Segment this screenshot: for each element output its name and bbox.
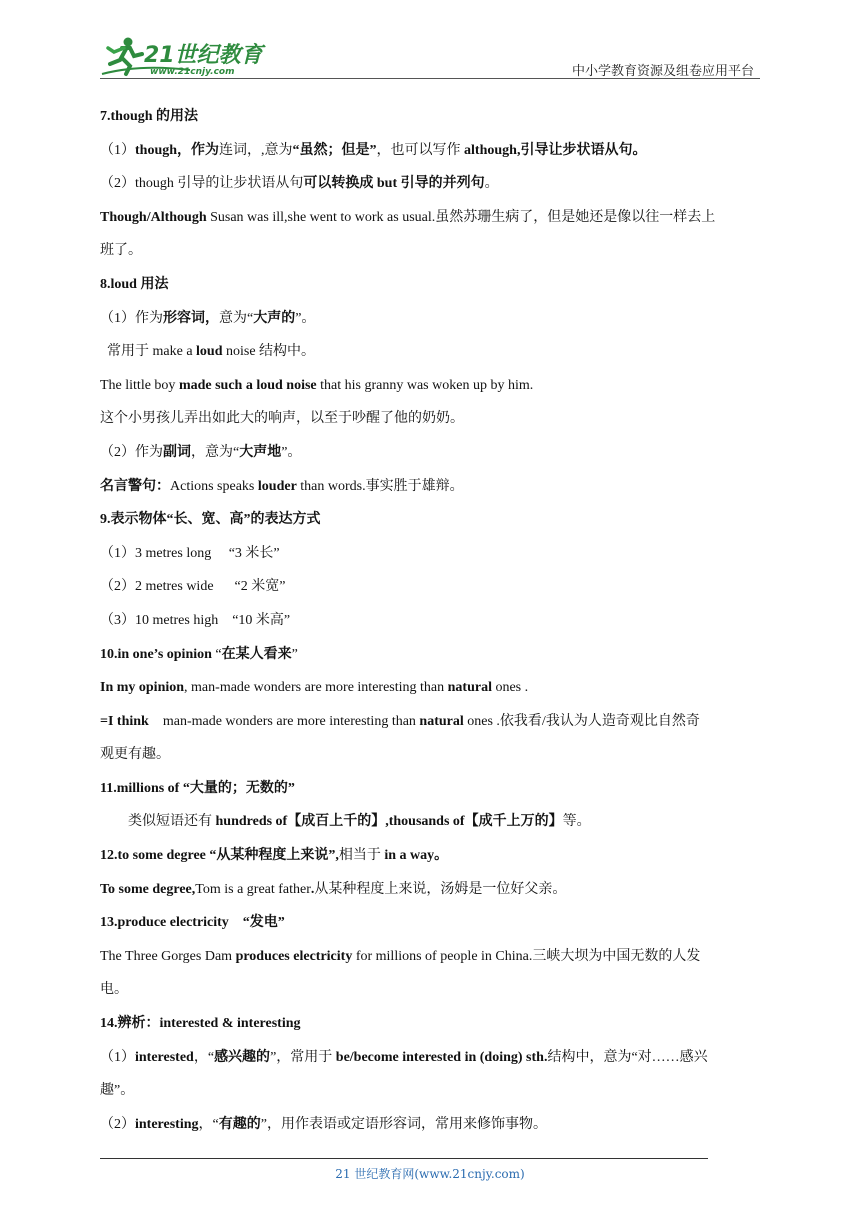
- text-line: [100, 906, 764, 940]
- text-segment: Tom is a great father: [195, 881, 311, 897]
- text-line: [100, 671, 764, 705]
- text-segment: ，意为“: [191, 444, 240, 460]
- text-segment: （1）3 metres long “3 米长”: [100, 545, 280, 561]
- text-line: [100, 234, 764, 268]
- header-divider: [100, 78, 760, 79]
- text-line: [100, 1074, 764, 1108]
- text-segment: noise 结构中。: [222, 344, 316, 360]
- text-segment: although,引导让步状语从句。: [464, 142, 647, 158]
- text-segment: hundreds of【成百上千的】,thousands of【成千上万的】: [215, 814, 563, 830]
- text-segment: made such a loud noise: [178, 377, 317, 393]
- text-segment: natural: [419, 713, 464, 729]
- page-header: [100, 30, 760, 80]
- text-segment: ”。: [295, 310, 316, 326]
- text-segment: in a way。: [384, 848, 449, 864]
- text-segment: The Three Gorges Dam: [100, 948, 236, 964]
- text-segment: 这个小男孩儿弄出如此大的响声，以至于吵醒了他的奶奶。: [100, 411, 464, 427]
- text-segment: 用法: [140, 276, 169, 292]
- text-line: [100, 570, 764, 604]
- text-segment: 结构中，意为“对……感兴: [547, 1049, 708, 1065]
- text-line: [100, 973, 764, 1007]
- text-line: [100, 638, 764, 672]
- text-segment: 14.辨析：interested & interesting: [100, 1016, 301, 1032]
- text-segment: （2）2 metres wide “2 米宽”: [100, 579, 286, 595]
- text-line: [100, 1041, 764, 1075]
- text-line: [100, 604, 764, 638]
- text-segment: ，“: [193, 1049, 215, 1065]
- text-segment: （2）: [100, 1116, 135, 1132]
- text-line: [100, 167, 764, 201]
- text-segment: interesting: [135, 1116, 199, 1132]
- text-line: [100, 134, 764, 168]
- text-segment: 常用于 make a: [100, 344, 197, 360]
- text-line: [100, 537, 764, 571]
- text-segment: .: [310, 881, 315, 897]
- text-segment: 类似短语还有: [100, 814, 216, 830]
- text-segment: ”，用作表语或定语形容词，常用来修饰事物。: [260, 1116, 547, 1132]
- text-line: [100, 839, 764, 873]
- text-segment: ones .: [491, 680, 529, 696]
- logo-url: www.21cnjy.com: [150, 67, 235, 77]
- text-segment: 等。: [562, 814, 591, 830]
- text-segment: 连词，,意为: [219, 142, 293, 158]
- text-segment: （2）though 引导的让步状语从句: [100, 176, 304, 192]
- document-body: [100, 100, 764, 1141]
- text-segment: 观更有趣。: [100, 747, 170, 763]
- site-logo: [100, 34, 270, 78]
- text-segment: =I think: [100, 713, 149, 729]
- text-line: [100, 100, 764, 134]
- text-segment: 8.loud: [100, 276, 141, 292]
- text-segment: （1）: [100, 1049, 135, 1065]
- text-segment: loud: [196, 344, 223, 360]
- text-segment: 13.produce electricity “发电”: [100, 915, 285, 931]
- text-line: [100, 436, 764, 470]
- text-line: [100, 738, 764, 772]
- text-segment: 7.though: [100, 109, 157, 124]
- page-footer: 21 世纪教育网(www.21cnjy.com): [335, 1167, 525, 1181]
- text-segment: that his granny was woken up by him.: [316, 377, 534, 393]
- text-line: [100, 772, 764, 806]
- text-segment: 感兴趣的: [214, 1049, 271, 1065]
- text-segment: “: [211, 646, 222, 662]
- text-segment: ”。: [281, 444, 302, 460]
- text-segment: Susan was ill,she went to work as usual.虽然苏珊生病了，但是她还是像以往一样去上: [206, 209, 716, 225]
- text-segment: though，作为: [135, 142, 220, 158]
- text-segment: Actions speaks: [170, 478, 258, 494]
- text-segment: “虽然；但是”: [292, 142, 377, 158]
- text-segment: 10.in one’s opinion: [100, 646, 212, 662]
- text-segment: 大声的: [253, 310, 296, 326]
- text-segment: ”: [291, 646, 298, 662]
- text-segment: 相当于: [338, 848, 385, 864]
- text-segment: 意为“: [219, 310, 254, 326]
- text-segment: ，也可以写作: [376, 142, 465, 158]
- text-segment: 班了。: [100, 243, 142, 259]
- runner-logo-icon: [100, 34, 270, 78]
- text-segment: 大声地: [239, 444, 282, 460]
- text-segment: produces electricity: [235, 948, 353, 964]
- text-line: [100, 335, 764, 369]
- text-segment: 电。: [100, 982, 128, 998]
- text-line: [100, 1108, 764, 1142]
- text-segment: （3）10 metres high “10 米高”: [100, 612, 291, 628]
- text-line: [100, 805, 764, 839]
- platform-name: 中小学教育资源及组卷应用平台: [571, 64, 754, 79]
- text-line: [100, 705, 764, 739]
- logo-text: 21世纪教育: [144, 43, 263, 68]
- text-segment: 在某人看来: [221, 646, 292, 662]
- text-segment: be/become interested in (doing) sth.: [335, 1049, 548, 1065]
- text-line: [100, 201, 764, 235]
- text-segment: （1）作为: [100, 310, 163, 326]
- text-segment: for millions of people in China.三峡大坝为中国无数的人发: [352, 948, 701, 964]
- text-segment: louder: [257, 478, 297, 494]
- text-segment: 。: [484, 176, 499, 192]
- text-segment: （2）作为: [100, 444, 163, 460]
- text-line: [100, 873, 764, 907]
- text-segment: 的用法: [156, 109, 199, 124]
- text-segment: 趣”。: [100, 1083, 135, 1099]
- text-segment: 从某种程度上来说，汤姆是一位好父亲。: [314, 881, 567, 897]
- text-segment: interested: [135, 1049, 194, 1065]
- text-segment: Though/Although: [100, 209, 207, 225]
- text-segment: 9.表示物体“长、宽、高”的表达方式: [100, 512, 321, 528]
- text-line: [100, 302, 764, 336]
- text-line: [100, 369, 764, 403]
- text-line: [100, 503, 764, 537]
- text-segment: 11.millions of “大量的；无数的”: [100, 780, 295, 796]
- text-line: [100, 940, 764, 974]
- text-line: [100, 268, 764, 302]
- text-segment: , man-made wonders are more interesting than: [184, 680, 448, 696]
- text-segment: In my opinion: [100, 680, 185, 696]
- text-segment: than words.事实胜于雄辩。: [296, 478, 464, 494]
- text-line: [100, 402, 764, 436]
- text-line: [100, 470, 764, 504]
- text-segment: 有趣的: [218, 1116, 261, 1132]
- text-segment: 形容词，: [163, 310, 219, 326]
- text-segment: man-made wonders are more interesting than: [148, 713, 420, 729]
- text-segment: ”，常用于: [270, 1049, 336, 1065]
- text-line: [100, 1007, 764, 1041]
- text-segment: The little boy: [100, 377, 179, 393]
- text-segment: （1）: [100, 142, 135, 158]
- text-segment: 可以转换成 but 引导的并列句: [303, 176, 485, 192]
- text-segment: 名言警句：: [100, 478, 170, 494]
- text-segment: ones .依我看/我认为人造奇观比自然奇: [463, 713, 700, 729]
- text-segment: 12.to some degree “从某种程度上来说”,: [100, 848, 339, 864]
- text-segment: To some degree,: [100, 881, 196, 897]
- text-segment: ，“: [198, 1116, 219, 1132]
- text-segment: 副词: [163, 444, 191, 460]
- text-segment: natural: [447, 680, 492, 696]
- footer-divider: [100, 1158, 708, 1159]
